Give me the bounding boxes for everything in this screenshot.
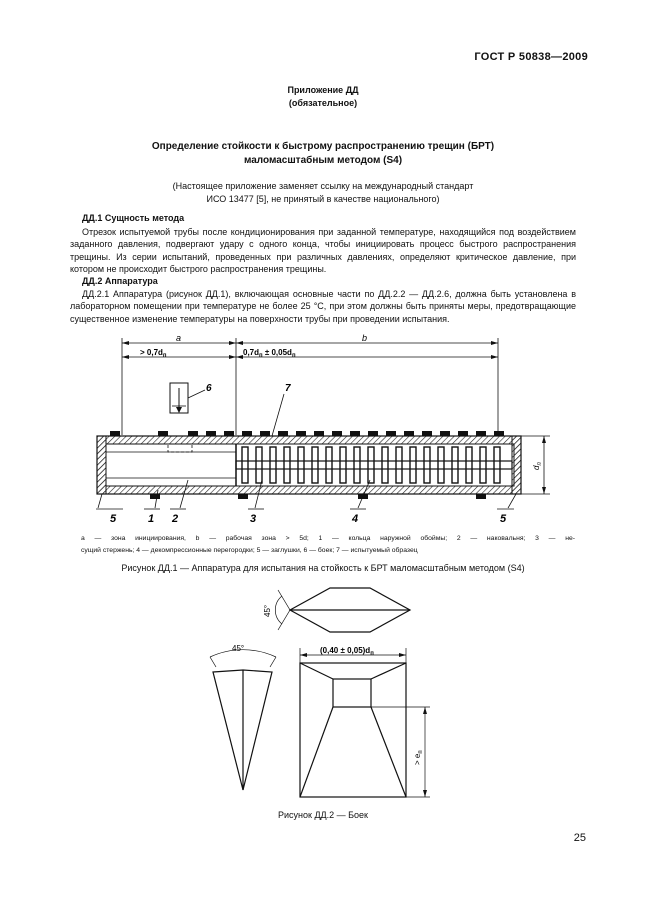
label-5-right: 5 bbox=[500, 513, 507, 525]
dim-a-label: a bbox=[176, 333, 182, 343]
section1-heading: ДД.1 Сущность метода bbox=[82, 213, 185, 223]
figure1-legend-line1: a — зона инициирования, b — рабочая зона > 5d; 1 — кольца наружной обоймы; 2 — наковальня; 3 — не- bbox=[81, 535, 575, 542]
label-6: 6 bbox=[206, 383, 212, 394]
note-line2: ИСО 13477 [5], не принятый в качестве национального) bbox=[206, 194, 440, 204]
figure1-apparatus-drawing bbox=[0, 330, 646, 535]
section2-heading: ДД.2 Аппаратура bbox=[82, 276, 158, 286]
figure2-caption: Рисунок ДД.2 — Боек bbox=[278, 810, 368, 820]
standard-number: ГОСТ Р 50838—2009 bbox=[474, 51, 588, 63]
outer-rings-top bbox=[110, 431, 504, 436]
label-7: 7 bbox=[285, 383, 291, 394]
appendix-title: Приложение ДД bbox=[287, 85, 359, 95]
outer-rings-bottom bbox=[150, 494, 486, 499]
note-line1: (Настоящее приложение заменяет ссылку на международный стандарт bbox=[172, 181, 474, 191]
figure2-striker-drawing bbox=[0, 585, 646, 805]
label-4: 4 bbox=[352, 513, 359, 525]
striker bbox=[170, 383, 205, 413]
page-number: 25 bbox=[573, 832, 586, 844]
page-title-line1: Определение стойкости к быстрому распространению трещин (БРТ) bbox=[151, 141, 495, 152]
figure1-caption: Рисунок ДД.1 — Аппаратура для испытания на стойкость к БРТ маломасштабным методом (S4) bbox=[121, 563, 525, 573]
striker-front-view bbox=[300, 648, 430, 797]
label-1: 1 bbox=[148, 513, 155, 525]
section2-text: ДД.2.1 Аппаратура (рисунок ДД.1), включающая основные части по ДД.2.2 — ДД.2.6, должна быть установлена в лабораторном помещении при температуре не более 25 °С, при этом должны быть приняты меры, предотвращающие существенное изменение температуры на поверхности трубы при проведении испытания. bbox=[70, 289, 576, 324]
label-5-left: 5 bbox=[110, 513, 117, 525]
dim-b-label: b bbox=[362, 333, 368, 343]
label-3: 3 bbox=[250, 513, 257, 525]
dim-height-label: > $e_п$ bbox=[413, 750, 424, 765]
dim-diam-label: $d_п$ bbox=[532, 462, 543, 470]
figure1-legend-line2: сущий стержень; 4 — декомпрессионные перегородки; 5 — заглушки, 6 — боек; 7 — испытуемый образец bbox=[81, 547, 418, 554]
striker-top-view bbox=[275, 588, 410, 632]
page-title-line2: маломасштабным методом (S4) bbox=[243, 155, 403, 166]
angle-left-label: 45° bbox=[232, 644, 245, 653]
dim-width-label: $(0,40 \pm 0,05)d_п$ bbox=[320, 646, 374, 657]
striker-side-view bbox=[210, 650, 276, 790]
appendix-status: (обязательное) bbox=[288, 98, 358, 108]
dim-init-label: > $0,7d_п$ bbox=[140, 348, 167, 359]
label-2: 2 bbox=[172, 513, 179, 525]
dim-work-label: $0,7d_п \pm 0,05d_п$ bbox=[243, 348, 296, 359]
angle-top-label: 45° bbox=[263, 604, 272, 617]
section1-text: Отрезок испытуемой трубы после кондиционирования при заданной температуре, находящийся под воздействием заданного давления, подвергают удару с одного конца, чтобы инициировать процесс быстрого распространения трещины. Из серии испытаний, проведенных при различных давлениях, определяют критическое давление, при котором не происходит быстрого распространения трещины. bbox=[70, 227, 576, 275]
